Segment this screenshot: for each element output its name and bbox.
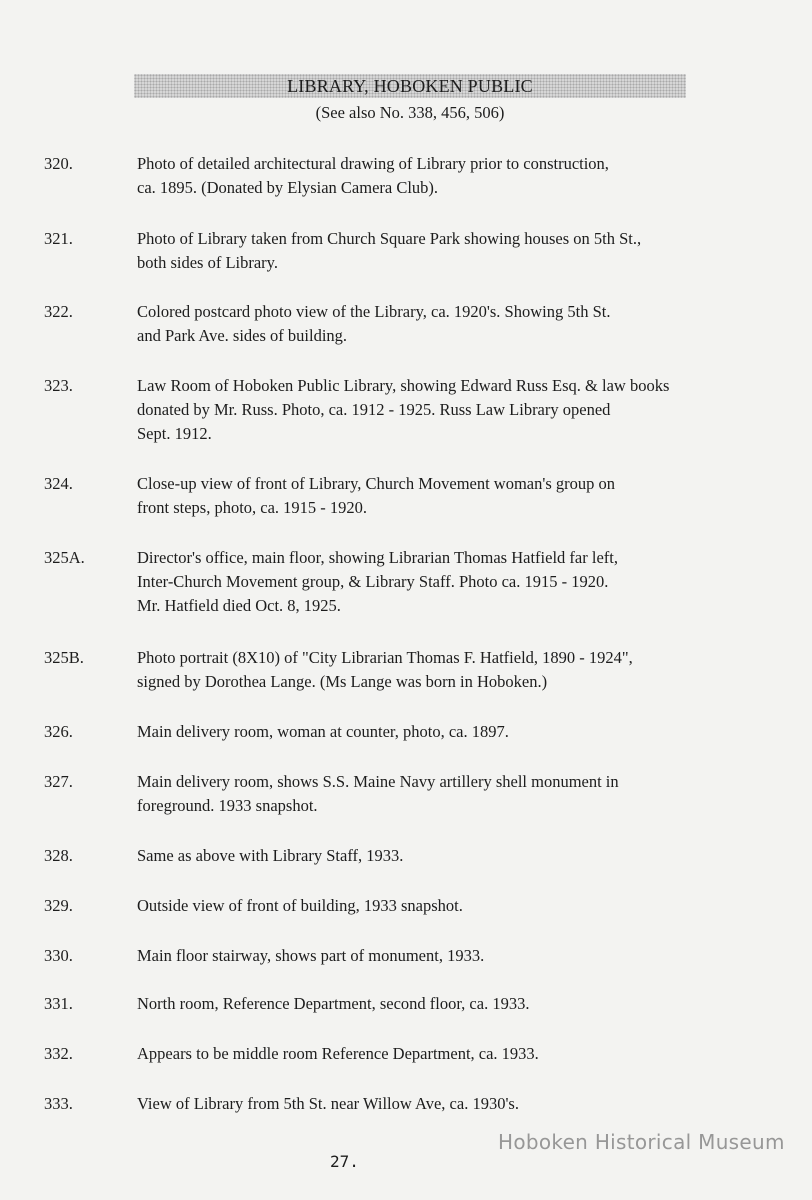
entry-description (137, 944, 737, 968)
entry-description (137, 546, 737, 618)
entry-description (137, 844, 737, 868)
entry-description-line: foreground. 1933 snapshot. (137, 796, 318, 815)
entry-description (137, 894, 737, 918)
entry-number: 333. (44, 1094, 73, 1113)
entry-description-line: Appears to be middle room Reference Department, ca. 1933. (137, 1044, 539, 1063)
entry-number: 320. (44, 154, 73, 173)
entry-description-line: and Park Ave. sides of building. (137, 326, 348, 345)
entry-description-line: Photo of detailed architectural drawing of Library prior to construction, (137, 154, 609, 173)
entry-description-line: Main delivery room, woman at counter, photo, ca. 1897. (137, 722, 509, 741)
entry-description (137, 1092, 737, 1116)
entry-description-line: both sides of Library. (137, 253, 278, 272)
entry-description-line: Sept. 1912. (137, 424, 212, 443)
entry-number: 326. (44, 722, 73, 741)
entry-number: 329. (44, 896, 73, 915)
entry-description-line: Mr. Hatfield died Oct. 8, 1925. (137, 596, 341, 615)
museum-watermark: Hoboken Historical Museum (498, 1130, 785, 1154)
entry-description-line: Main delivery room, shows S.S. Maine Navy artillery shell monument in (137, 772, 619, 791)
entry-number: 325A. (44, 548, 85, 567)
entry-description-line: View of Library from 5th St. near Willow Ave, ca. 1930's. (137, 1094, 519, 1113)
entry-description (137, 1042, 737, 1066)
entry-description (137, 992, 737, 1016)
entry-description-line: Photo portrait (8X10) of "City Librarian Thomas F. Hatfield, 1890 - 1924", (137, 648, 633, 667)
entry-number: 323. (44, 376, 73, 395)
entry-number: 324. (44, 474, 73, 493)
entry-description (137, 227, 737, 275)
entry-description-line: North room, Reference Department, second floor, ca. 1933. (137, 994, 530, 1013)
entry-description-line: Outside view of front of building, 1933 snapshot. (137, 896, 463, 915)
entry-description-line: donated by Mr. Russ. Photo, ca. 1912 - 1925. Russ Law Library opened (137, 400, 611, 419)
entry-number: 328. (44, 846, 73, 865)
entry-description-line: front steps, photo, ca. 1915 - 1920. (137, 498, 368, 517)
entry-description-line: Director's office, main floor, showing Librarian Thomas Hatfield far left, (137, 548, 618, 567)
entry-number: 331. (44, 994, 73, 1013)
entry-number: 325B. (44, 648, 84, 667)
entry-description (137, 300, 737, 348)
entry-number: 321. (44, 229, 73, 248)
entry-number: 322. (44, 302, 73, 321)
entry-description (137, 770, 737, 818)
entry-description-line: Photo of Library taken from Church Square Park showing houses on 5th St., (137, 229, 642, 248)
entry-description (137, 720, 737, 744)
entry-description (137, 374, 737, 446)
page-number: 27. (330, 1152, 359, 1171)
entry-number: 332. (44, 1044, 73, 1063)
entry-description (137, 472, 737, 520)
entry-description (137, 646, 737, 694)
entry-description-line: ca. 1895. (Donated by Elysian Camera Club). (137, 178, 439, 197)
entry-description-line: Inter-Church Movement group, & Library Staff. Photo ca. 1915 - 1920. (137, 572, 609, 591)
entry-description-line: Law Room of Hoboken Public Library, showing Edward Russ Esq. & law books (137, 376, 670, 395)
entry-description-line: Close-up view of front of Library, Church Movement woman's group on (137, 474, 616, 493)
entry-number: 330. (44, 946, 73, 965)
entry-description-line: Colored postcard photo view of the Library, ca. 1920's. Showing 5th St. (137, 302, 611, 321)
entry-description-line: Main floor stairway, shows part of monument, 1933. (137, 946, 485, 965)
cross-reference-note: (See also No. 338, 456, 506) (315, 103, 505, 122)
entry-description (137, 152, 737, 200)
page-title: LIBRARY, HOBOKEN PUBLIC (287, 76, 533, 96)
entry-description-line: Same as above with Library Staff, 1933. (137, 846, 404, 865)
entry-description-line: signed by Dorothea Lange. (Ms Lange was born in Hoboken.) (137, 672, 548, 691)
entry-number: 327. (44, 772, 73, 791)
